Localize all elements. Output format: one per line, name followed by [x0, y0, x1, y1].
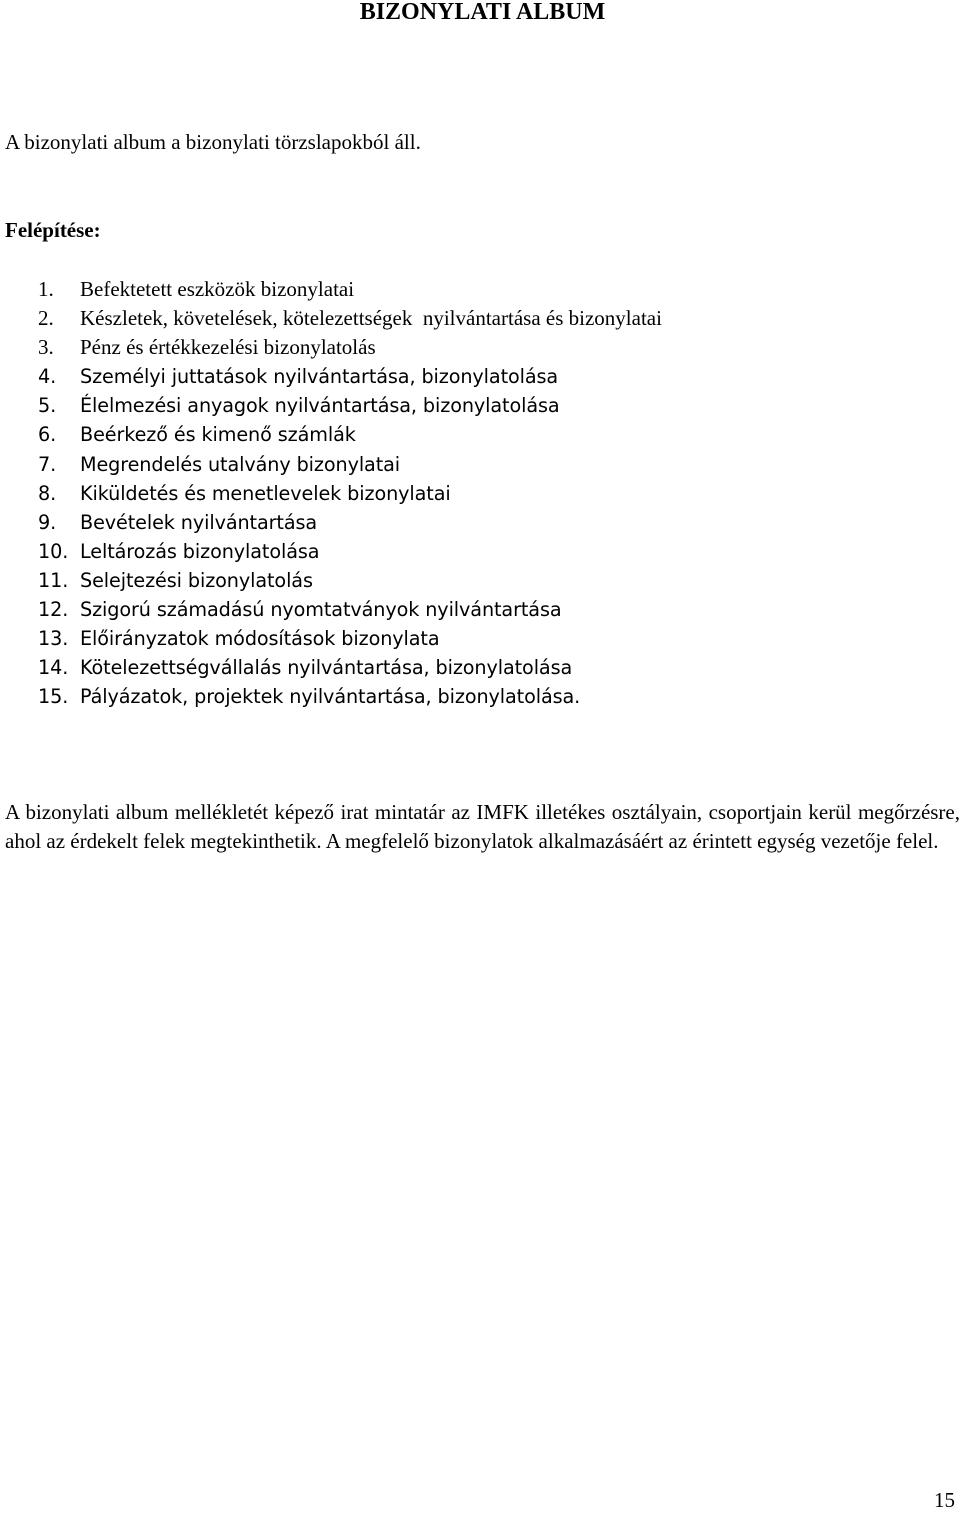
list-item — [38, 450, 662, 479]
list-item — [38, 566, 662, 595]
list-item-number: 8. — [38, 481, 57, 505]
list-item-number: 6. — [38, 423, 57, 447]
page-number: 15 — [934, 1488, 955, 1512]
structure-list — [38, 275, 662, 711]
list-item-text: Selejtezési bizonylatolás — [80, 568, 313, 592]
list-item — [38, 391, 662, 420]
list-item-number: 13. — [38, 627, 69, 651]
list-item-text: Személyi juttatások nyilvántartása, bizonylatolása — [80, 365, 559, 389]
list-item-text: Készletek, követelések, kötelezettségek nyilvántartása és bizonylatai — [80, 306, 662, 331]
list-item — [38, 537, 662, 566]
list-item-number: 9. — [38, 510, 57, 534]
list-item — [38, 508, 662, 537]
list-item — [38, 595, 662, 624]
list-item — [38, 682, 662, 711]
list-item — [38, 304, 662, 333]
list-item-text: Megrendelés utalvány bizonylatai — [80, 452, 401, 476]
list-item-number: 12. — [38, 598, 69, 622]
structure-heading: Felépítése: — [5, 218, 101, 242]
list-item-text: Leltározás bizonylatolása — [80, 539, 320, 563]
list-item-number: 15. — [38, 685, 69, 709]
list-item-number: 11. — [38, 568, 69, 592]
list-item — [38, 275, 662, 304]
list-item-number: 4. — [38, 365, 57, 389]
closing-paragraph: A bizonylati album mellékletét képező irat mintatár az IMFK illetékes osztályain, csoportjain kerül megőrzésre, ahol az érdekelt felek megtekinthetik. A megfelelő bizonylatok alkalmazásáért az érintett egység vezetője felel. — [5, 800, 960, 853]
list-item-text: Bevételek nyilvántartása — [80, 510, 318, 534]
intro-paragraph: A bizonylati album a bizonylati törzslapokból áll. — [5, 130, 421, 154]
list-item-number: 3. — [38, 335, 54, 360]
list-item-text: Kötelezettségvállalás nyilvántartása, bizonylatolása — [80, 656, 573, 680]
list-item-number: 7. — [38, 452, 57, 476]
list-item-text: Pályázatok, projektek nyilvántartása, bizonylatolása. — [80, 685, 581, 709]
list-item-text: Pénz és értékkezelési bizonylatolás — [80, 335, 376, 360]
list-item-text: Előirányzatok módosítások bizonylata — [80, 627, 440, 651]
document-title: BIZONYLATI ALBUM — [359, 0, 606, 25]
list-item-text: Szigorú számadású nyomtatványok nyilvántartása — [80, 598, 562, 622]
list-item-number: 5. — [38, 394, 57, 418]
list-item — [38, 333, 662, 362]
list-item-text: Kiküldetés és menetlevelek bizonylatai — [80, 481, 451, 505]
list-item — [38, 653, 662, 682]
list-item-text: Beérkező és kimenő számlák — [80, 423, 356, 447]
list-item-text: Élelmezési anyagok nyilvántartása, bizonylatolása — [80, 394, 560, 418]
list-item — [38, 624, 662, 653]
list-item-number: 14. — [38, 656, 69, 680]
list-item — [38, 362, 662, 391]
list-item — [38, 420, 662, 449]
list-item-text: Befektetett eszközök bizonylatai — [80, 277, 355, 301]
list-item-number: 1. — [38, 277, 54, 301]
list-item — [38, 479, 662, 508]
list-item-number: 2. — [38, 306, 54, 331]
list-item-number: 10. — [38, 539, 69, 563]
